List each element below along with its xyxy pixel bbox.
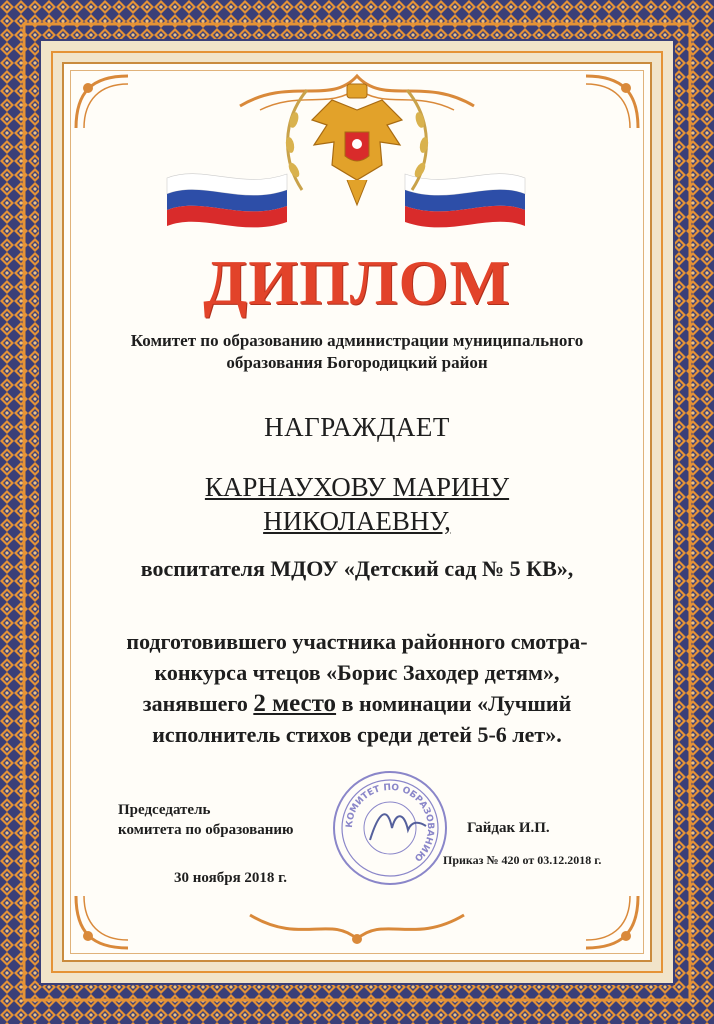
merit-line: подготовившего участника районного смотра- xyxy=(126,629,588,654)
recipient-position: воспитателя МДОУ «Детский сад № 5 КВ», xyxy=(140,556,574,581)
issue-date: 30 ноября 2018 г. xyxy=(174,870,288,886)
organization-line: образования Богородицкий район xyxy=(226,353,488,372)
merit-text xyxy=(80,626,634,750)
merit-text-fragment: занявшего xyxy=(142,691,248,716)
signer-title xyxy=(118,800,294,840)
corner-ornament-icon xyxy=(72,892,132,952)
merit-line xyxy=(80,688,634,719)
signer-title-line: комитета по образованию xyxy=(118,822,294,838)
corner-ornament-icon xyxy=(72,72,132,132)
signer-name: Гайдак И.П. xyxy=(467,820,550,836)
corner-ornament-icon xyxy=(582,892,642,952)
order-reference: Приказ № 420 от 03.12.2018 г. xyxy=(443,853,602,867)
recipient-name-line: НИКОЛАЕВНУ, xyxy=(263,506,451,536)
recipient-name xyxy=(80,470,634,538)
coat-of-arms-icon xyxy=(272,70,442,230)
organization-line: Комитет по образованию администрации муниципального xyxy=(130,331,584,350)
merit-line: исполнитель стихов среди детей 5-6 лет». xyxy=(152,722,562,747)
recipient-name-line: КАРНАУХОВУ МАРИНУ xyxy=(204,472,510,502)
bottom-ornament-icon xyxy=(240,905,474,950)
stamp-text: КОМИТЕТ ПО ОБРАЗОВАНИЮ xyxy=(344,782,436,863)
diploma-title: ДИПЛОМ xyxy=(203,247,511,318)
organization-name xyxy=(80,330,634,374)
merit-text-fragment: в номинации «Лучший xyxy=(341,691,572,716)
corner-ornament-icon xyxy=(582,72,642,132)
place-label: 2 место xyxy=(253,690,337,717)
merit-line: конкурса чтецов «Борис Заходер детям», xyxy=(154,660,560,685)
awards-heading: НАГРАЖДАЕТ xyxy=(264,412,450,442)
signer-title-line: Председатель xyxy=(118,802,211,818)
official-stamp-icon xyxy=(330,768,450,888)
